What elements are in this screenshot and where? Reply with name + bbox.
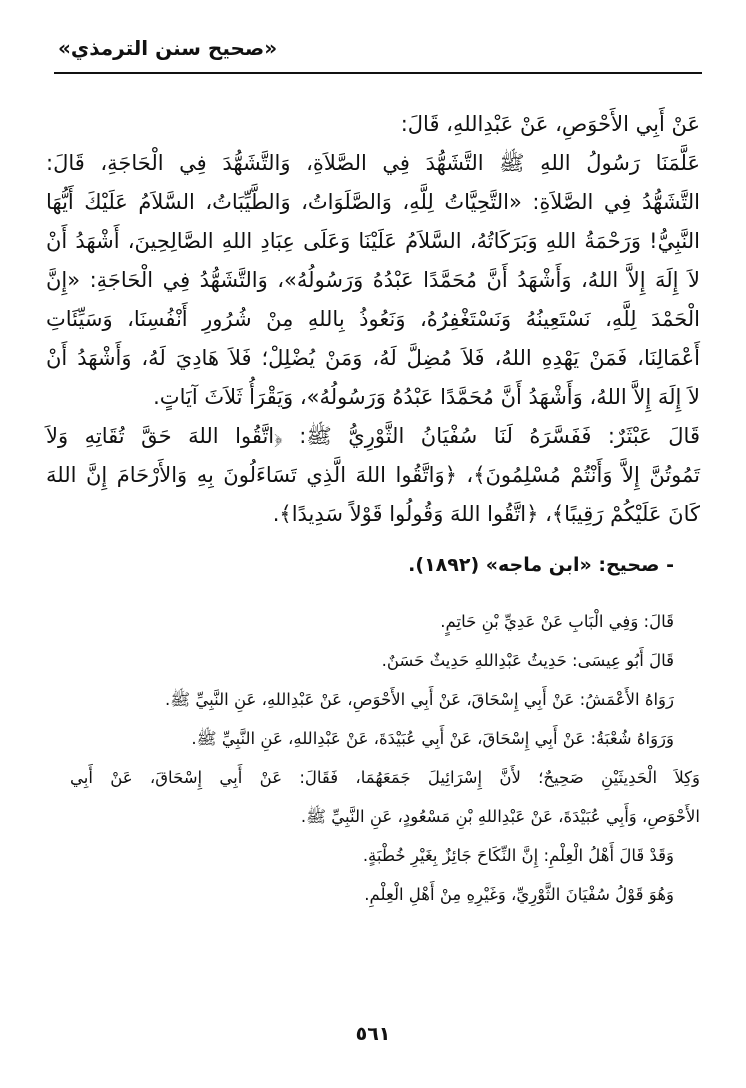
note-line-8: وَهُوَ قَوْلُ سُفْيَانَ الثَّوْرِيِّ، وَغَيْرِهِ مِنْ أَهْلِ الْعِلْمِ. [364, 885, 674, 904]
hadith-line-4: النَّبِيُّ! وَرَحْمَةُ اللهِ وَبَرَكَاتُهُ، السَّلاَمُ عَلَيْنَا وَعَلَى عِبَادِ اللهِ الصَّالِحِينَ، أَشْهَدُ أَنْ [46, 229, 700, 253]
note-line-4: وَرَوَاهُ شُعْبَةُ: عَنْ أَبِي إِسْحَاقَ، عَنْ أَبِي عُبَيْدَةَ، عَنْ عَبْدِاللهِ، عَنِ النَّبِيِّ ﷺ. [191, 729, 674, 748]
hadith-line-6: الْحَمْدَ لِلَّهِ، نَسْتَعِينُهُ وَنَسْتَغْفِرُهُ، وَنَعُوذُ بِاللهِ مِنْ شُرُورِ أَنْفُسِنَا، وَسَيِّئَاتِ [46, 307, 700, 331]
hadith-line-5: لاَ إِلَهَ إِلاَّ اللهُ، وَأَشْهَدُ أَنَّ مُحَمَّدًا عَبْدُهُ وَرَسُولُهُ»، وَالتَّشَهُّدُ فِي الْحَاجَةِ: «إِنَّ [46, 268, 700, 292]
note-line-6: الأَحْوَصِ، وَأَبِي عُبَيْدَةَ، عَنْ عَبْدِاللهِ بْنِ مَسْعُودٍ، عَنِ النَّبِيِّ ﷺ. [300, 807, 700, 826]
hadith-line-10: تَمُوتُنَّ إِلاَّ وَأَنْتُمْ مُسْلِمُونَ﴾، ﴿وَاتَّقُوا اللهَ الَّذِي تَسَاءَلُونَ بِهِ وَالأَرْحَامَ إِنَّ اللهَ [46, 463, 700, 487]
page-number: ٥٦١ [355, 1023, 391, 1045]
header-rule [54, 72, 702, 74]
hadith-line-9: قَالَ عَبْثَرٌ: فَفَسَّرَهُ لَنَا سُفْيَانُ الثَّوْرِيُّ ﷺ: ﴿اتَّقُوا اللهَ حَقَّ تُقَاتِهِ وَلاَ [46, 424, 700, 448]
note-line-7: وَقَدْ قَالَ أَهْلُ الْعِلْمِ: إِنَّ النِّكَاحَ جَائِزٌ بِغَيْرِ خُطْبَةٍ. [362, 846, 674, 865]
note-line-3: رَوَاهُ الأَعْمَشُ: عَنْ أَبِي إِسْحَاقَ، عَنْ أَبِي الأَحْوَصِ، عَنْ عَبْدِاللهِ، عَنِ النَّبِيِّ ﷺ. [165, 690, 674, 709]
hadith-line-8: لاَ إِلَهَ إِلاَّ اللهُ، وَأَشْهَدُ أَنَّ مُحَمَّدًا عَبْدُهُ وَرَسُولُهُ»، وَيَقْرَأُ ثَلاَثَ آيَاتٍ. [153, 385, 700, 409]
hadith-line-1: عَنْ أَبِي الأَحْوَصِ، عَنْ عَبْدِاللهِ، قَالَ: [400, 112, 700, 136]
hadith-line-11: كَانَ عَلَيْكُمْ رَقِيبًا﴾، ﴿اتَّقُوا اللهَ وَقُولُوا قَوْلاً سَدِيدًا﴾. [272, 502, 700, 526]
note-line-5: وَكِلاَ الْحَدِيثَيْنِ صَحِيحٌ؛ لأَنَّ إِسْرَائِيلَ جَمَعَهُمَا، فَقَالَ: عَنْ أَبِي إِسْحَاقَ، عَنْ أَبِي [70, 768, 700, 787]
note-line-2: قَالَ أَبُو عِيسَى: حَدِيثُ عَبْدِاللهِ حَدِيثٌ حَسَنٌ. [381, 651, 674, 670]
note-line-1: قَالَ: وَفِي الْبَابِ عَنْ عَدِيِّ بْنِ حَاتِمٍ. [440, 612, 674, 631]
hadith-grade: - صحيح: «ابن ماجه» (١٨٩٢). [408, 554, 674, 576]
hadith-line-7: أَعْمَالِنَا، فَمَنْ يَهْدِهِ اللهُ، فَلاَ مُضِلَّ لَهُ، وَمَنْ يُضْلِلْ؛ فَلاَ هَادِيَ لَهُ، وَأَشْهَدُ أَنْ [46, 346, 700, 370]
hadith-line-3: التَّشَهُّدُ فِي الصَّلاَةِ: «التَّحِيَّاتُ لِلَّهِ، وَالصَّلَوَاتُ، وَالطَّيِّبَاتُ، السَّلاَمُ عَلَيْكَ أَيُّهَا [46, 190, 700, 214]
hadith-line-2: عَلَّمَنَا رَسُولُ اللهِ ﷺ التَّشَهُّدَ فِي الصَّلاَةِ، وَالتَّشَهُّدَ فِي الْحَاجَةِ، قَالَ: [46, 151, 700, 175]
running-header-title: «صحيح سنن الترمذي» [58, 36, 278, 60]
